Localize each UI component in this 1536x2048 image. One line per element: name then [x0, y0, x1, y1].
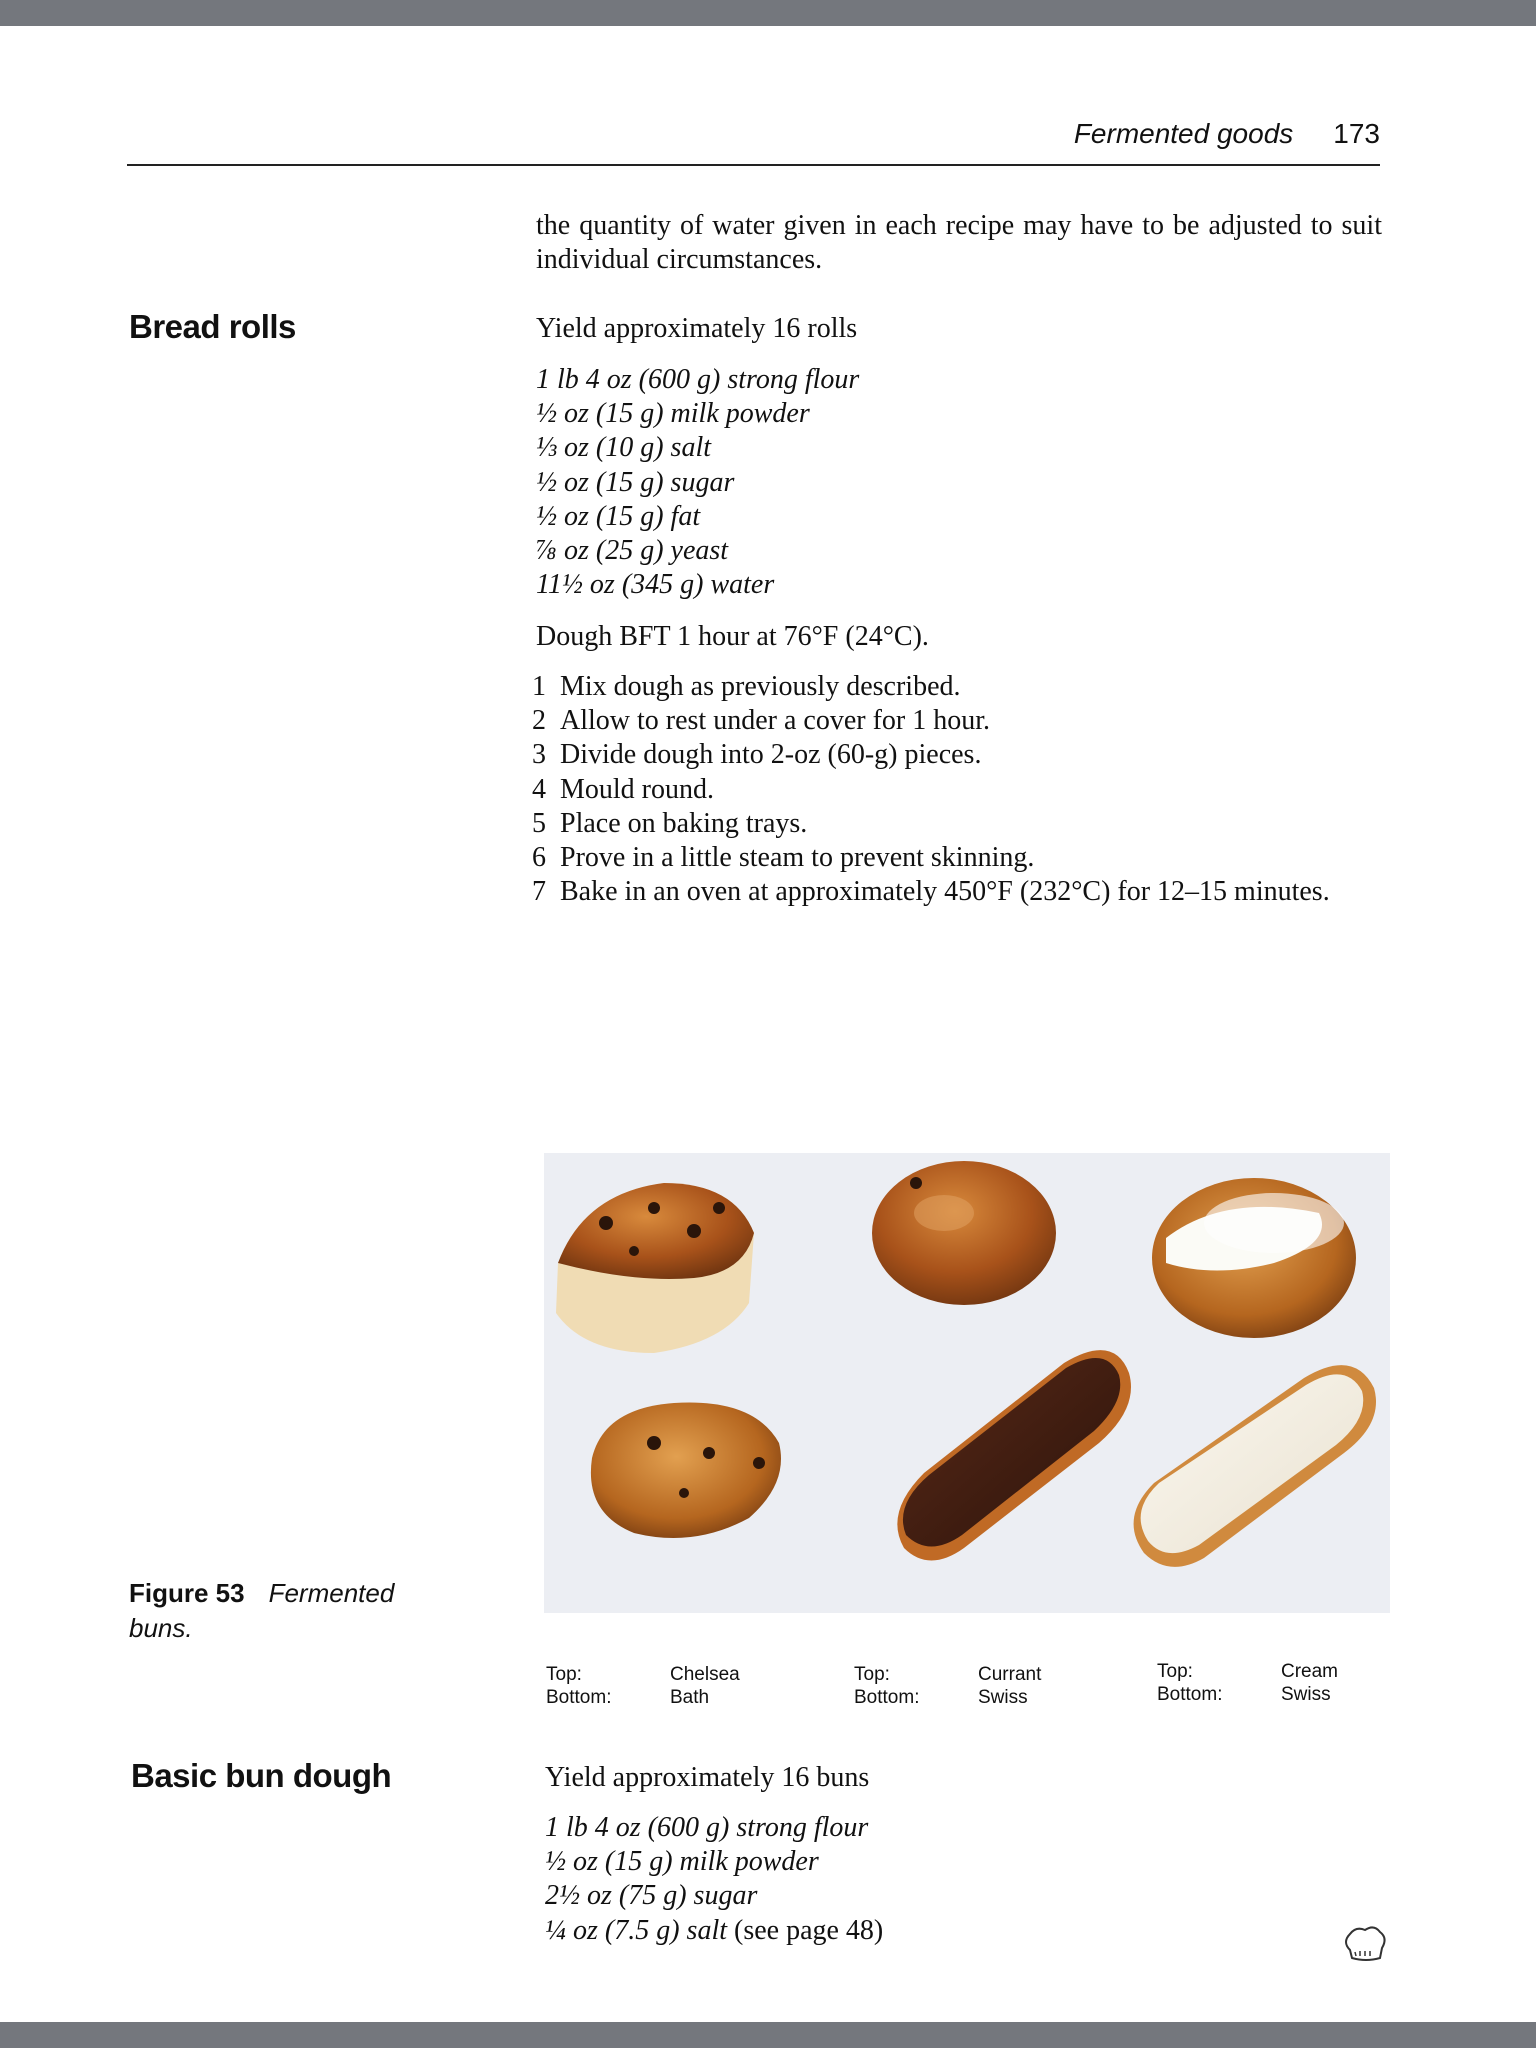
dough-note: Dough BFT 1 hour at 76°F (24°C).	[536, 621, 929, 652]
bun-dough-ingredients	[545, 1811, 883, 1948]
bun-dough-heading: Basic bun dough	[131, 1757, 392, 1794]
chef-hat-icon[interactable]	[1340, 1920, 1390, 1970]
legend-bottom-value: Swiss	[1281, 1684, 1331, 1705]
method-step	[532, 670, 1376, 704]
ingredient-item	[545, 1811, 883, 1845]
cream-bun	[1152, 1178, 1356, 1338]
step-text: Prove in a little steam to prevent skinning.	[560, 842, 1035, 874]
ingredient-item	[545, 1845, 883, 1879]
ingredient-item: ½ oz (15 g) sugar	[536, 466, 735, 498]
ingredient-text: ¼ oz (7.5 g) salt	[545, 1914, 727, 1946]
ingredient-item	[545, 1879, 883, 1913]
legend-labels	[1157, 1660, 1277, 1706]
legend-values	[670, 1663, 790, 1709]
ingredient-note: (see page 48)	[727, 1914, 884, 1946]
ingredient-item	[545, 1914, 883, 1948]
legend-labels	[854, 1663, 974, 1709]
legend-values	[1281, 1660, 1401, 1706]
legend-top-value: Chelsea	[670, 1664, 740, 1685]
legend-labels	[546, 1663, 666, 1709]
method-step	[532, 875, 1376, 909]
currant-bun	[872, 1161, 1056, 1305]
buns-photo-illustration	[544, 1153, 1390, 1613]
step-number: 7	[532, 876, 546, 908]
legend-top-value: Currant	[978, 1664, 1042, 1685]
header-rule	[127, 164, 1380, 166]
running-header	[1074, 118, 1380, 150]
step-text: Bake in an oven at approximately 450°F (232°C) for 12–15 minutes.	[560, 876, 1330, 908]
bread-rolls-heading: Bread rolls	[129, 308, 296, 345]
fondant-swiss-bun	[1134, 1365, 1376, 1567]
ingredient-item: ½ oz (15 g) milk powder	[536, 398, 810, 430]
legend-bottom-label: Bottom:	[546, 1687, 612, 1708]
legend-top-label: Top:	[1157, 1661, 1193, 1682]
chocolate-swiss-bun	[897, 1350, 1131, 1560]
step-text: Allow to rest under a cover for 1 hour.	[560, 705, 990, 737]
method-step	[532, 841, 1376, 875]
ingredient-text: ½ oz (15 g) milk powder	[545, 1846, 819, 1878]
step-text: Mix dough as previously described.	[560, 671, 961, 702]
bread-rolls-method	[532, 670, 1376, 909]
method-step	[532, 738, 1376, 772]
figure-caption	[129, 1576, 449, 1646]
step-text: Divide dough into 2-oz (60-g) pieces.	[560, 739, 982, 771]
legend-bottom-value: Bath	[670, 1687, 710, 1708]
ingredient-item: 11½ oz (345 g) water	[536, 569, 775, 601]
ingredient-text: 1 lb 4 oz (600 g) strong flour	[545, 1812, 869, 1843]
buns-photo	[544, 1153, 1390, 1613]
legend-top-label: Top:	[546, 1664, 582, 1685]
figure-caption-text: Fermented buns.	[129, 1578, 395, 1643]
legend-bottom-value: Swiss	[978, 1687, 1028, 1708]
bread-rolls-ingredients	[536, 363, 859, 602]
step-number: 2	[532, 705, 546, 737]
legend-values	[978, 1663, 1098, 1709]
step-text: Mould round.	[560, 773, 714, 805]
legend-top-value: Cream	[1281, 1661, 1339, 1682]
ingredient-text: 2½ oz (75 g) sugar	[545, 1880, 758, 1912]
bath-bun	[591, 1403, 781, 1539]
method-step	[532, 704, 1376, 738]
bun-dough-yield: Yield approximately 16 buns	[545, 1762, 870, 1793]
ingredient-item: ⅓ oz (10 g) salt	[536, 432, 711, 464]
running-header-title: Fermented goods	[1073, 118, 1294, 149]
intro-paragraph: the quantity of water given in each recipe may have to be adjusted to suit individual circumstances.	[536, 210, 1382, 275]
step-text: Place on baking trays.	[560, 807, 808, 839]
legend-top-label: Top:	[854, 1664, 890, 1685]
viewer-bottom-bar	[0, 2022, 1536, 2048]
method-step	[532, 773, 1376, 807]
step-number: 6	[532, 842, 546, 874]
viewer-top-bar	[0, 0, 1536, 26]
legend-bottom-label: Bottom:	[854, 1687, 920, 1708]
ingredient-item: 1 lb 4 oz (600 g) strong flour	[536, 364, 860, 395]
ingredient-item: ⅞ oz (25 g) yeast	[536, 535, 729, 567]
step-number: 1	[532, 671, 546, 702]
chelsea-bun	[556, 1183, 754, 1353]
method-step	[532, 807, 1376, 841]
ingredient-item: ½ oz (15 g) fat	[536, 500, 701, 532]
step-number: 5	[532, 807, 546, 839]
figure-label: Figure 53	[129, 1578, 245, 1608]
legend-bottom-label: Bottom:	[1157, 1684, 1223, 1705]
bread-rolls-yield: Yield approximately 16 rolls	[536, 313, 858, 344]
step-number: 4	[532, 773, 546, 805]
page-number: 173	[1333, 118, 1380, 149]
step-number: 3	[532, 739, 546, 771]
